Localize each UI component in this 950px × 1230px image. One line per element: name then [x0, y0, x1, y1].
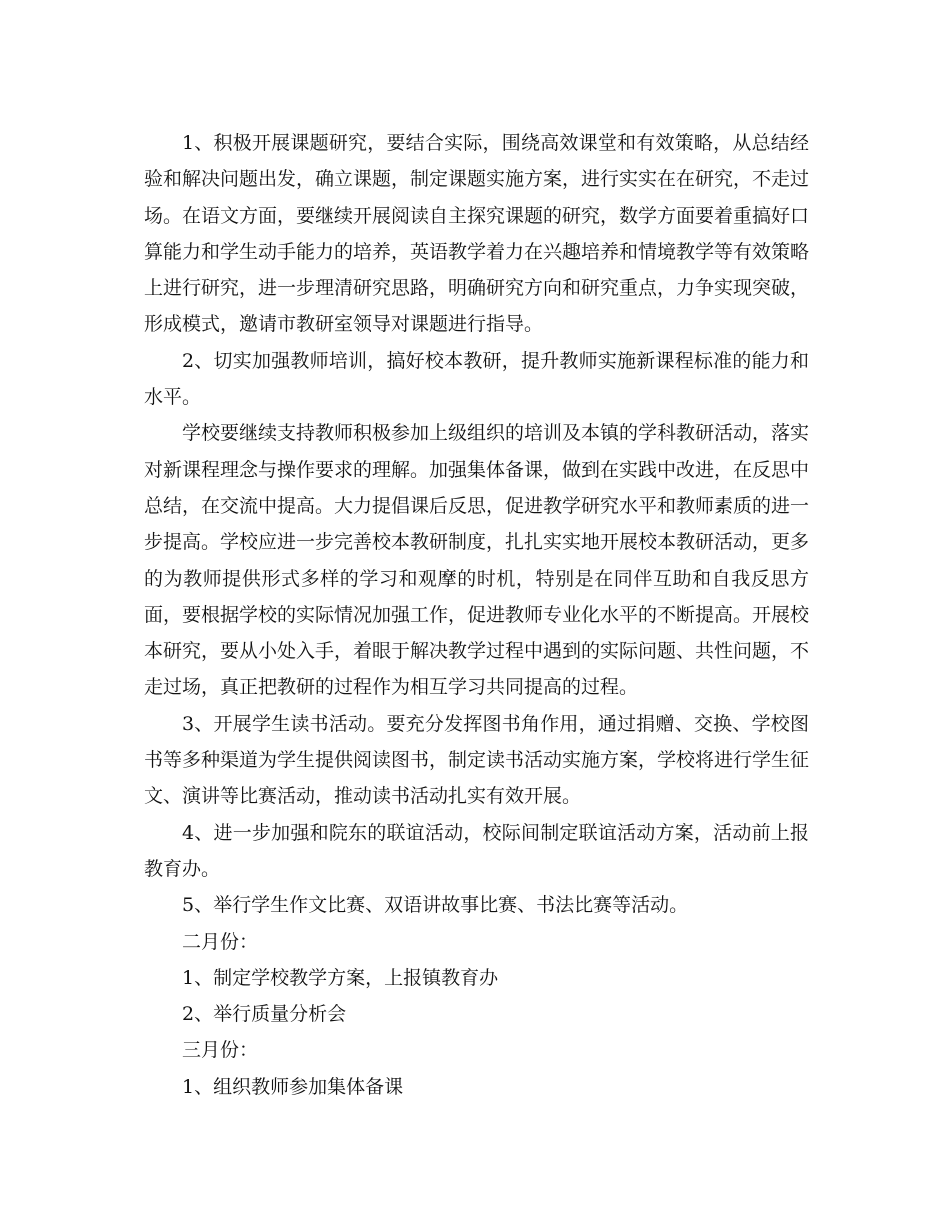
paragraph-topic-research: 1、积极开展课题研究，要结合实际，围绕高效课堂和有效策略，从总结经验和解决问题出发，确立课题，制定课题实施方案，进行实实在在研究，不走过场。在语文方面，要继续开展阅读自主探究课题的研究，数学方面要着重搞好口算能力和学生动手能力的培养，英语教学着力在兴趣培养和情境教学等有效策略上进行研究，进一步理清研究思路，明确研究方向和研究重点，力争实现突破，形成模式，邀请市教研室领导对课题进行指导。 [144, 132, 810, 336]
paragraph-teacher-training: 2、切实加强教师培训，搞好校本教研，提升教师实施新课程标准的能力和水平。 [144, 349, 809, 409]
heading-february: 二月份： [182, 930, 259, 953]
paragraph-school-support: 学校要继续支持教师积极参加上级组织的培训及本镇的学科教研活动，落实对新课程理念与操作要求的理解。加强集体备课，做到在实践中改进，在反思中总结，在交流中提高。大力提倡课后反思，促进教学研究水平和教师素质的进一步提高。学校应进一步完善校本教研制度，扎扎实实地开展校本教研活动，更多的为教师提供形式多样的学习和观摩的时机，特别是在同伴互助和自我反思方面，要根据学校的实际情况加强工作，促进教师专业化水平的不断提高。开展校本研究，要从小处入手，着眼于解决教学过程中遇到的实际问题、共性问题，不走过场，真正把教研的过程作为相互学习共同提高的过程。 [144, 422, 810, 699]
list-item-march-1: 1、组织教师参加集体备课 [182, 1075, 404, 1098]
list-item-february-1: 1、制定学校教学方案，上报镇教育办 [182, 966, 499, 989]
heading-march: 三月份： [182, 1039, 259, 1062]
list-item-february-2: 2、举行质量分析会 [182, 1003, 347, 1026]
document-body [144, 125, 809, 1105]
paragraph-friendship-activity: 4、进一步加强和院东的联谊活动，校际间制定联谊活动方案，活动前上报教育办。 [144, 821, 809, 880]
paragraph-reading-activity: 3、开展学生读书活动。要充分发挥图书角作用，通过捐赠、交换、学校图书等多种渠道为学生提供阅读图书，制定读书活动实施方案，学校将进行学生征文、演讲等比赛活动，推动读书活动扎实有效开展。 [144, 712, 810, 808]
paragraph-competitions: 5、举行学生作文比赛、双语讲故事比赛、书法比赛等活动。 [182, 894, 689, 917]
